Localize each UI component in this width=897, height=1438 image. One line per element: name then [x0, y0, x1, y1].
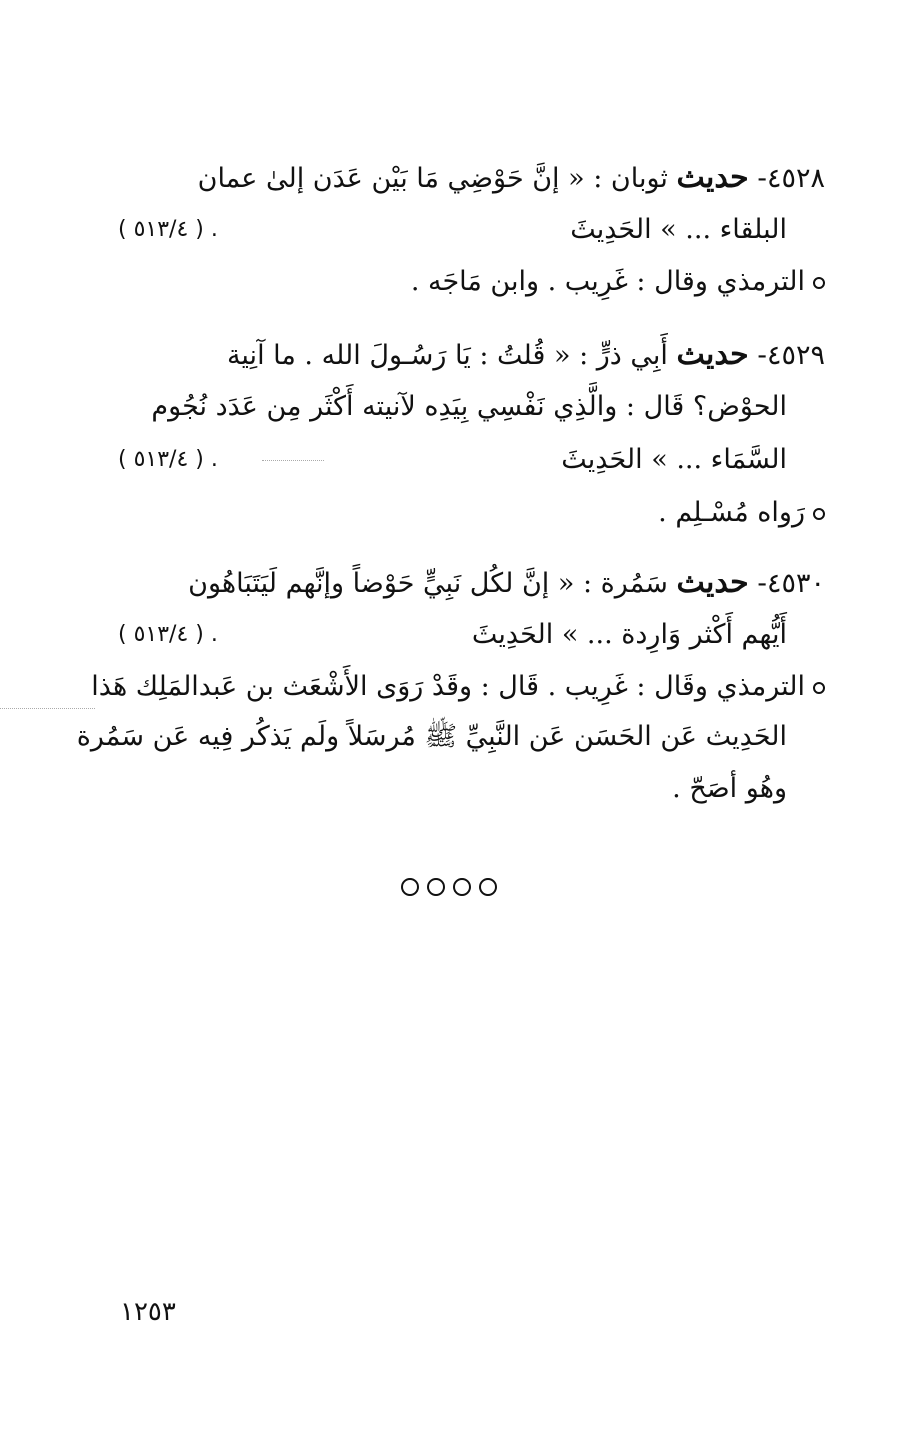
entry-text: أَبِي ذرٍّ : « قُلتُ : يَا رَسُـولَ الله . ما آنِية — [226, 340, 668, 371]
circle-icon — [453, 878, 471, 896]
entry-number: ٤٥٢٨- — [757, 163, 825, 194]
note-text: الترمذي وقَال : غَرِيب . قَال : وقَدْ رَوَى الأَشْعَث بن عَبدالمَلِك هَذا — [91, 671, 805, 702]
section-separator — [0, 878, 897, 900]
entry-keyword: حديث — [676, 565, 749, 600]
entry-4530-reference: ( ٥١٣/٤ ) . — [118, 622, 218, 647]
entry-4530-note-line-1 — [91, 667, 825, 707]
note-text: الترمذي وقال : غَرِيب . وابن مَاجَه . — [410, 266, 805, 297]
entry-4528-note — [411, 262, 825, 302]
entry-4530-line-2: أَيُّهم أَكْثر وَارِدة ... » الحَدِيثَ — [471, 619, 787, 650]
entry-text: ثوبان : « إنَّ حَوْضِي مَا بَيْن عَدَن إلىٰ عمان — [197, 163, 668, 194]
entry-4530-note-line-3: وهُو أصَحّ . — [672, 773, 787, 804]
page-number: ١٢٥٣ — [120, 1297, 176, 1327]
entry-4529-line-3: السَّمَاء ... » الحَدِيثَ — [561, 444, 787, 475]
entry-4529-line-1 — [227, 335, 825, 376]
bullet-icon — [813, 277, 825, 289]
note-text: رَواه مُسْـلِم . — [658, 497, 805, 528]
entry-keyword: حديث — [676, 160, 749, 195]
entry-text: سَمُرة : « إنَّ لكُل نَبِيٍّ حَوْضاً وإنَّهم لَيَتَبَاهُون — [188, 568, 668, 599]
entry-4529-line-2: الحوْض؟ قَال : والَّذِي نَفْسِي بِيَدِه لآنيته أَكْثَر مِن عَدَد نُجُوم — [151, 391, 787, 422]
entry-4529-note — [658, 493, 825, 533]
bullet-icon — [813, 682, 825, 694]
entry-number: ٤٥٣٠- — [757, 568, 825, 599]
entry-4530-line-1 — [188, 563, 825, 604]
circle-icon — [479, 878, 497, 896]
entry-4528-line-2: البلقاء ... » الحَدِيثَ — [570, 214, 787, 245]
entry-4529-reference: ( ٥١٣/٤ ) . — [118, 447, 218, 472]
dotted-leader — [262, 460, 324, 461]
entry-number: ٤٥٢٩- — [757, 340, 825, 371]
bullet-icon — [813, 508, 825, 520]
entry-keyword: حديث — [676, 337, 749, 372]
entry-4530-note-line-2: الحَدِيث عَن الحَسَن عَن النَّبِيِّ ﷺ مُرسَلاً ولَم يَذكُر فِيه عَن سَمُرة — [76, 721, 787, 752]
dotted-margin-line — [0, 708, 95, 709]
entry-4528-line-1 — [198, 158, 825, 199]
entry-4528-reference: ( ٥١٣/٤ ) . — [118, 217, 218, 242]
circle-icon — [427, 878, 445, 896]
circle-icon — [401, 878, 419, 896]
